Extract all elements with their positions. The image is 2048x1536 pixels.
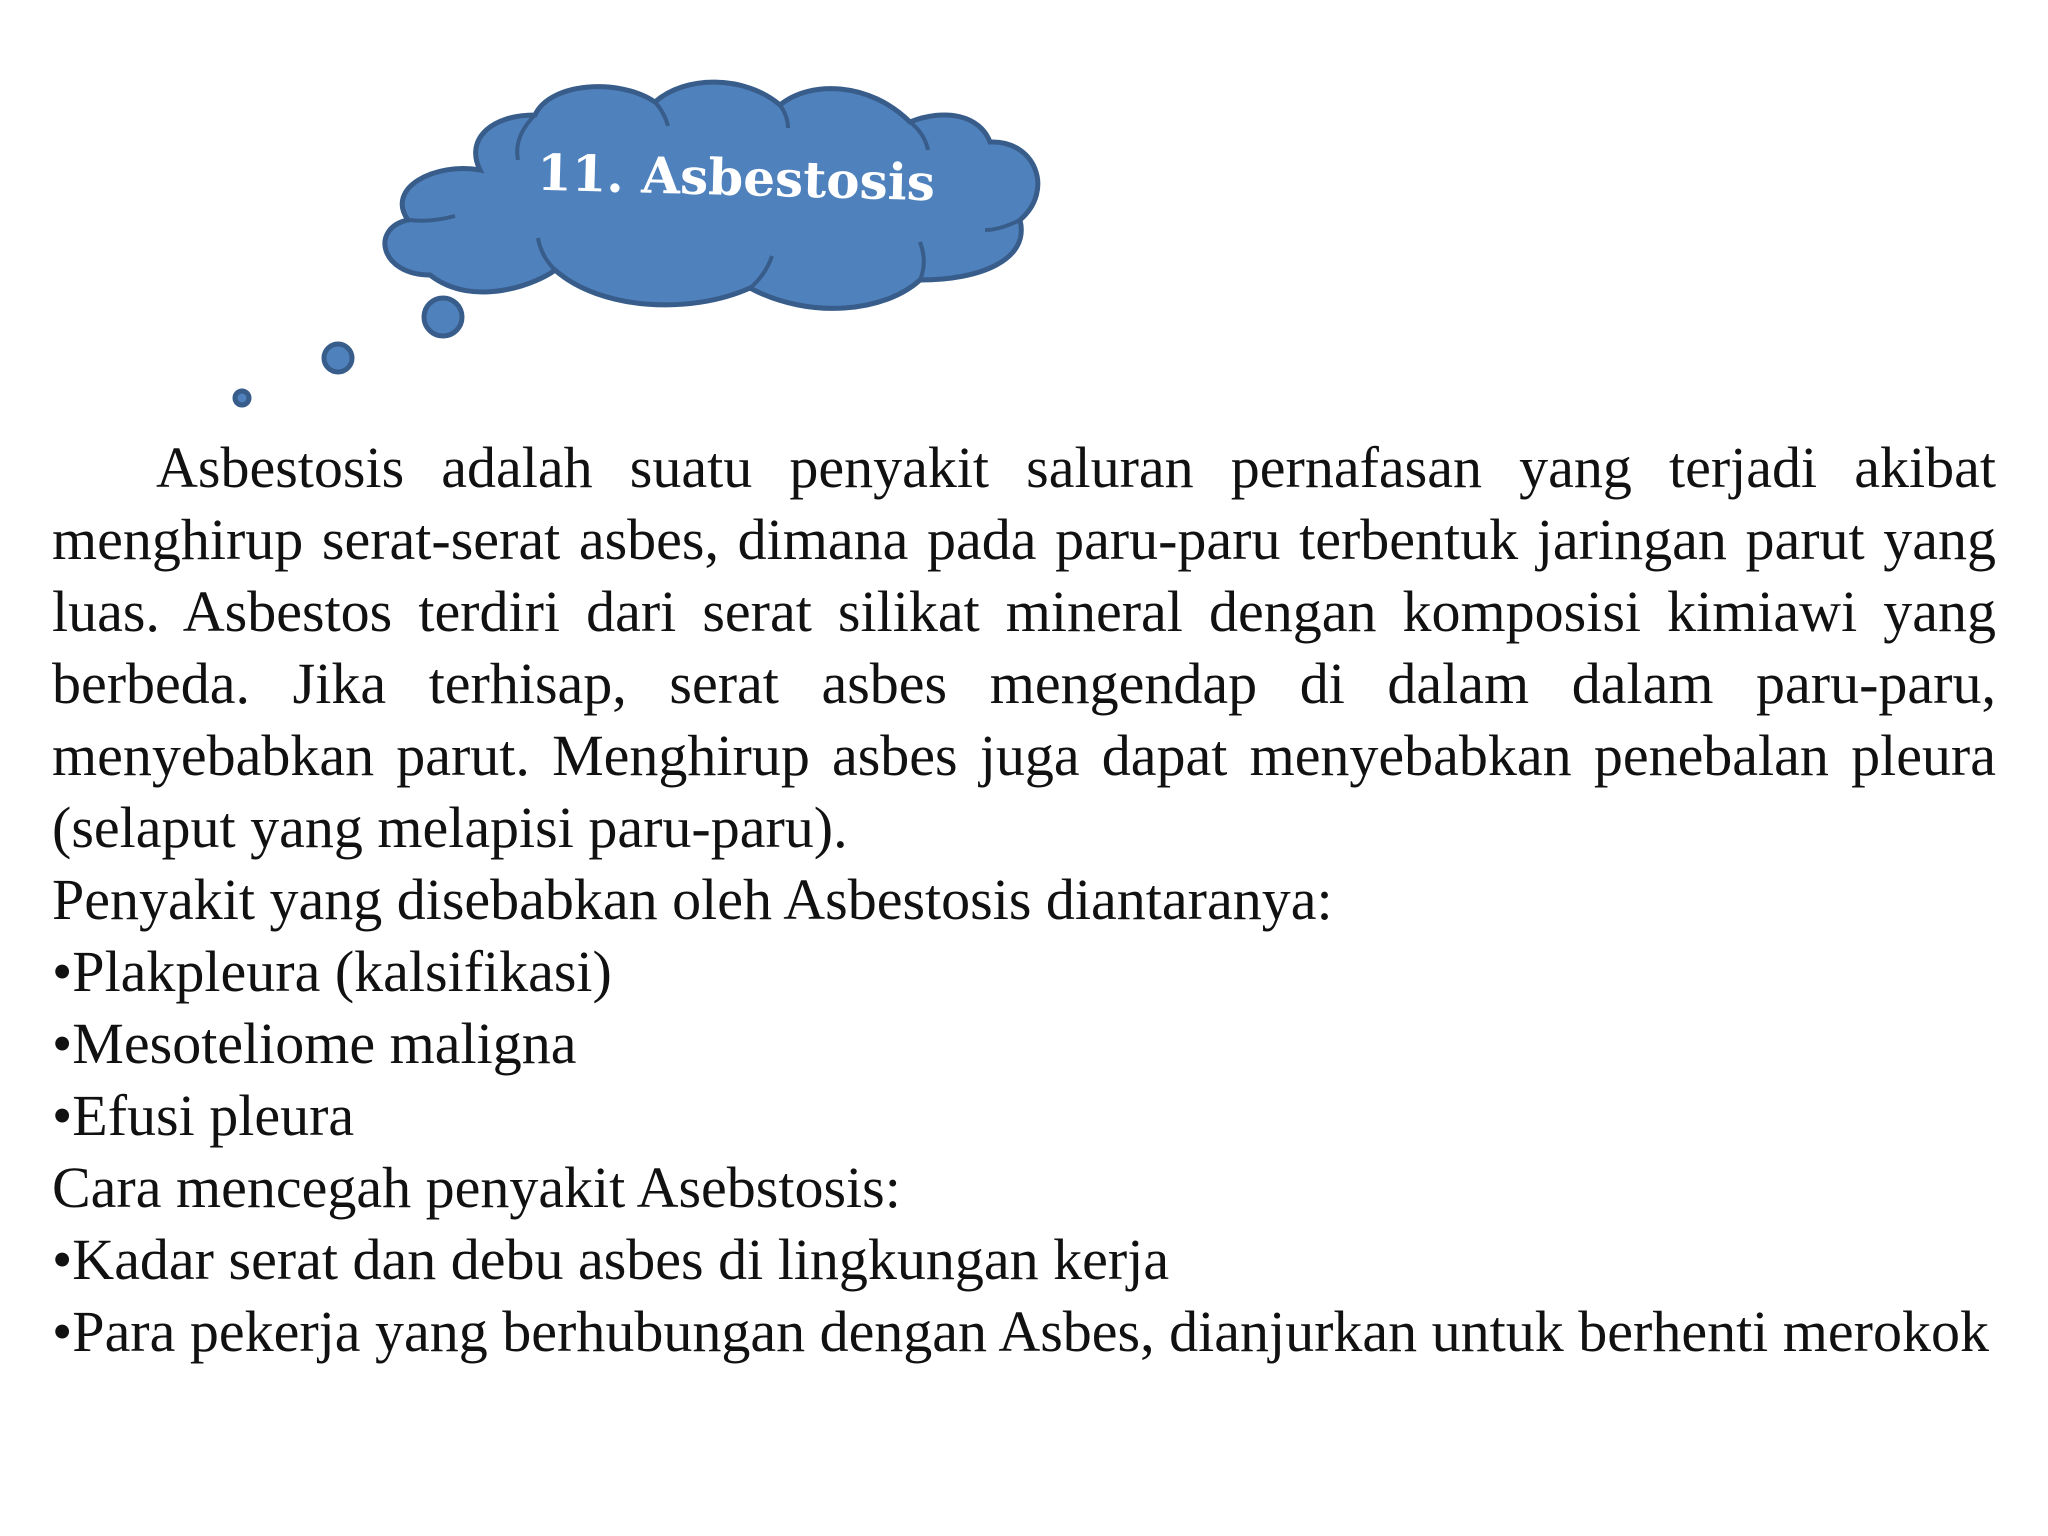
slide-title: 11. Asbestosis <box>536 142 936 213</box>
thought-bubble-callout <box>220 70 1120 430</box>
intro-paragraph: Asbestosis adalah suatu penyakit saluran pernafasan yang terjadi akibat menghirup serat-serat asbes, dimana pada paru-paru terbentuk jaringan parut yang luas. Asbestos terdiri dari serat silikat mineral dengan komposisi kimiawi yang berbeda. Jika terhisap, serat asbes mengendap di dalam dalam paru-paru, menyebabkan parut. Menghirup asbes juga dapat menyebabkan penebalan pleura (selaput yang melapisi paru-paru). <box>52 435 1996 860</box>
prevention-item: •Kadar serat dan debu asbes di lingkungan kerja <box>52 1227 1170 1292</box>
cloud-shape <box>220 70 1120 430</box>
diseases-heading: Penyakit yang disebabkan oleh Asbestosis diantaranya: <box>52 867 1333 932</box>
thought-dot-large <box>424 298 462 336</box>
disease-item: •Mesoteliome maligna <box>52 1011 577 1076</box>
body-content <box>52 432 1996 1368</box>
thought-dot-medium <box>324 344 352 372</box>
disease-item: •Plakpleura (kalsifikasi) <box>52 939 612 1004</box>
prevention-heading: Cara mencegah penyakit Asebstosis: <box>52 1155 901 1220</box>
thought-dot-small <box>235 391 249 405</box>
disease-item: •Efusi pleura <box>52 1083 355 1148</box>
prevention-item: •Para pekerja yang berhubungan dengan Asbes, dianjurkan untuk berhenti merokok <box>52 1299 1989 1364</box>
